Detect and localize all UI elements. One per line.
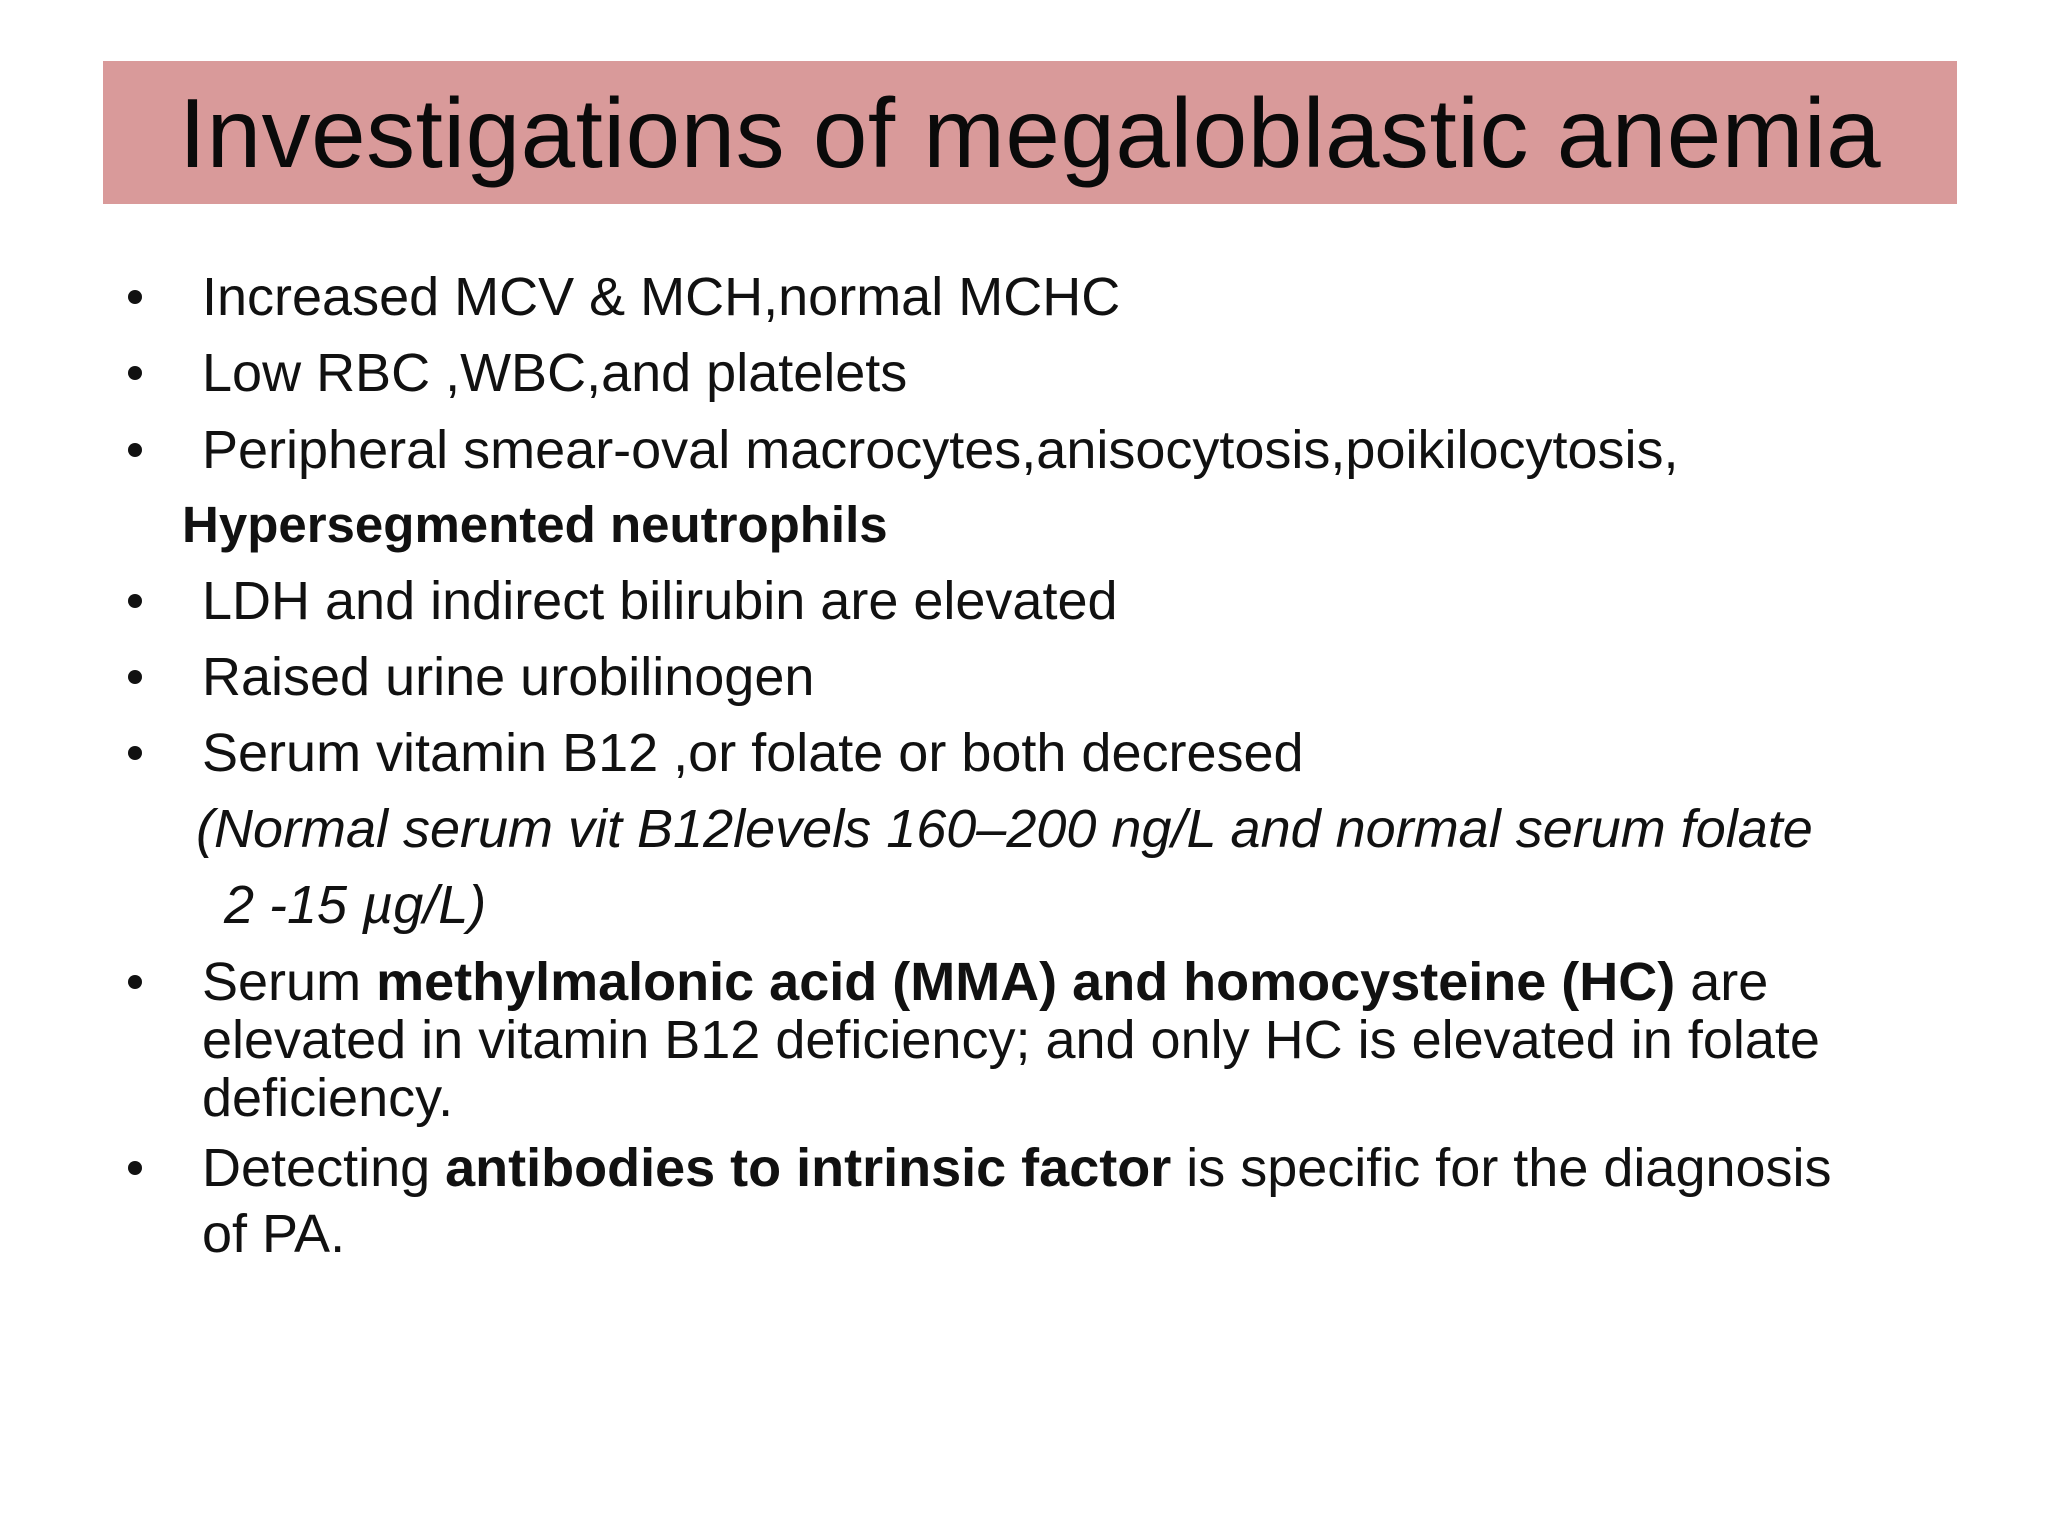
text-segment: is specific for the diagnosis — [1171, 1138, 1832, 1198]
bullet-text-low-counts: Low RBC ,WBC,and platelets — [202, 343, 908, 403]
note-normal-levels: (Normal serum vit B12levels 160–200 ng/L and normal serum folate — [196, 799, 1813, 859]
bullet-text-peripheral-smear: Peripheral smear-oval macrocytes,anisocytosis,poikilocytosis, — [202, 420, 1679, 480]
bullet-text-mma-hc — [202, 953, 1768, 1011]
bullet-text-hypersegmented: Hypersegmented neutrophils — [182, 496, 888, 553]
title-banner — [103, 61, 1957, 204]
text-segment: Detecting — [202, 1138, 446, 1198]
slide-title: Investigations of megaloblastic anemia — [178, 77, 1882, 188]
bullet-text-urobilinogen: Raised urine urobilinogen — [202, 647, 815, 707]
text-segment: Serum — [202, 952, 377, 1012]
bullet-dot — [128, 746, 142, 760]
text-segment: are — [1675, 952, 1769, 1012]
note-normal-levels-cont: 2 -15 µg/L) — [224, 875, 487, 935]
bullet-dot — [128, 366, 142, 380]
bullet-text-b12-folate: Serum vitamin B12 ,or folate or both decresed — [202, 723, 1304, 783]
bullet-text-intrinsic-factor — [202, 1139, 1832, 1197]
bullet-dot — [128, 594, 142, 608]
bullet-text-mcv: Increased MCV & MCH,normal MCHC — [202, 267, 1121, 327]
bullet-text-intrinsic-factor-line2: of PA. — [202, 1204, 346, 1264]
bullet-text-mma-hc-line3: deficiency. — [202, 1068, 454, 1128]
bullet-text-mma-hc-line2: elevated in vitamin B12 deficiency; and only HC is elevated in folate — [202, 1010, 1820, 1070]
bullet-text-ldh: LDH and indirect bilirubin are elevated — [202, 571, 1118, 631]
text-segment-bold: methylmalonic acid (MMA) and homocysteine (HC) — [376, 952, 1676, 1012]
bullet-dot — [128, 670, 142, 684]
bullet-dot — [128, 1161, 142, 1175]
bullet-dot — [128, 975, 142, 989]
bullet-dot — [128, 290, 142, 304]
text-segment-bold: antibodies to intrinsic factor — [445, 1138, 1172, 1198]
bullet-dot — [128, 443, 142, 457]
